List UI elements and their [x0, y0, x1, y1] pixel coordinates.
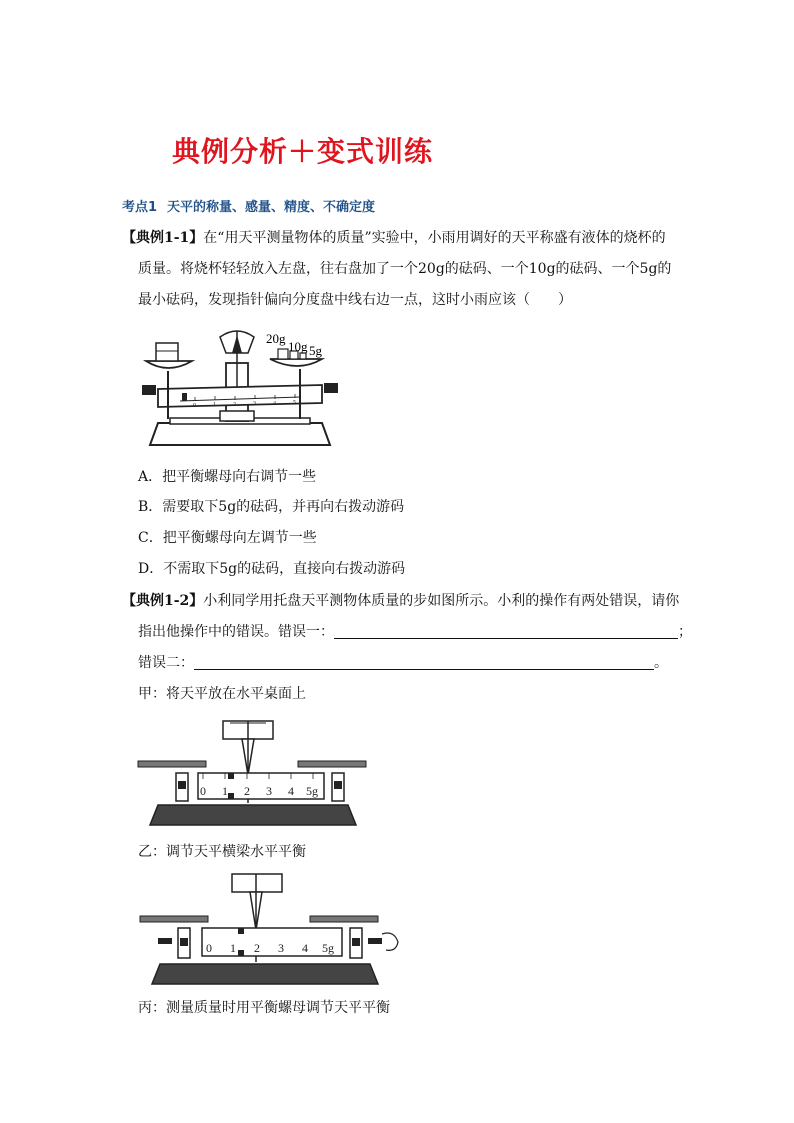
- ex1-line-2: 质量。将烧杯轻轻放入左盘，往右盘加了一个20g的砝码、一个10g的砝码、一个5g的: [138, 261, 672, 277]
- ex2-tag: 【典例1-2】: [122, 593, 204, 609]
- section-number: 考点1: [122, 200, 158, 215]
- ex2-text-1: 小利同学用托盘天平测物体质量的步如图所示。小利的操作有两处错误，请你: [203, 593, 680, 609]
- balance-figure-3: [138, 868, 398, 988]
- ex2-line-3: [138, 653, 668, 673]
- ex1-option-d: D．不需取下5g的砝码，直接向右拨动游码: [138, 561, 406, 577]
- ex1-option-b: B．需要取下5g的砝码，并再向右拨动游码: [138, 499, 405, 515]
- fig3-tick-3: 3: [278, 941, 284, 955]
- step-jia-caption: 甲：将天平放在水平桌面上: [138, 686, 306, 702]
- fig1-tick-0: 0: [193, 403, 196, 409]
- weight-label-10g: 10g: [288, 339, 308, 354]
- section-heading: [122, 196, 375, 215]
- fig3-tick-0: 0: [206, 941, 212, 955]
- balance-figure-2: [138, 713, 368, 828]
- step-yi-caption: 乙：调节天平横梁水平平衡: [138, 844, 306, 860]
- fig1-tick-4: 4: [273, 401, 276, 407]
- error-two-blank[interactable]: [194, 654, 654, 670]
- ex2-error2-label: 错误二：: [138, 655, 194, 671]
- ex1-text-1: 在“用天平测量物体的质量”实验中，小雨用调好的天平称盛有液体的烧杯的: [203, 230, 666, 246]
- fig2-tick-4: 4: [288, 784, 294, 798]
- weight-label-20g: 20g: [266, 331, 286, 346]
- ex2-error1-label: 指出他操作中的错误。错误一：: [138, 624, 334, 640]
- ex1-tag: 【典例1-1】: [122, 230, 204, 246]
- section-title: 天平的称量、感量、精度、不确定度: [167, 200, 376, 215]
- fig1-tick-3: 3: [253, 401, 256, 407]
- fig2-tick-5: 5g: [306, 784, 318, 798]
- fig1-tick-1: 1: [213, 402, 216, 408]
- page-title: 典例分析＋变式训练: [172, 135, 434, 168]
- ex1-option-c: C．把平衡螺母向左调节一些: [138, 530, 317, 546]
- ex1-option-a: A．把平衡螺母向右调节一些: [138, 469, 317, 485]
- fig2-tick-0: 0: [200, 784, 206, 798]
- fig1-tick-2: 2: [233, 402, 236, 408]
- error-one-blank[interactable]: [334, 623, 678, 639]
- weight-label-5g: 5g: [309, 343, 322, 358]
- ex2-line3-end: 。: [654, 655, 668, 671]
- ex1-line-3: 最小砝码，发现指针偏向分度盘中线右边一点，这时小雨应该（ ）: [138, 292, 572, 308]
- ex2-line-1: [122, 591, 679, 611]
- ex2-line-2: [138, 622, 692, 642]
- fig3-tick-2: 2: [254, 941, 260, 955]
- ex2-line2-end: ；: [678, 624, 692, 640]
- ex1-line-1: [122, 228, 666, 248]
- fig3-tick-4: 4: [302, 941, 308, 955]
- balance-figure-1: [140, 323, 340, 453]
- fig1-tick-5: 5: [293, 400, 296, 406]
- fig3-tick-5: 5g: [322, 941, 334, 955]
- step-bing-caption: 丙：测量质量时用平衡螺母调节天平平衡: [138, 1000, 390, 1016]
- fig2-tick-3: 3: [266, 784, 272, 798]
- fig2-tick-1: 1: [222, 784, 228, 798]
- fig3-tick-1: 1: [230, 941, 236, 955]
- fig2-tick-2: 2: [244, 784, 250, 798]
